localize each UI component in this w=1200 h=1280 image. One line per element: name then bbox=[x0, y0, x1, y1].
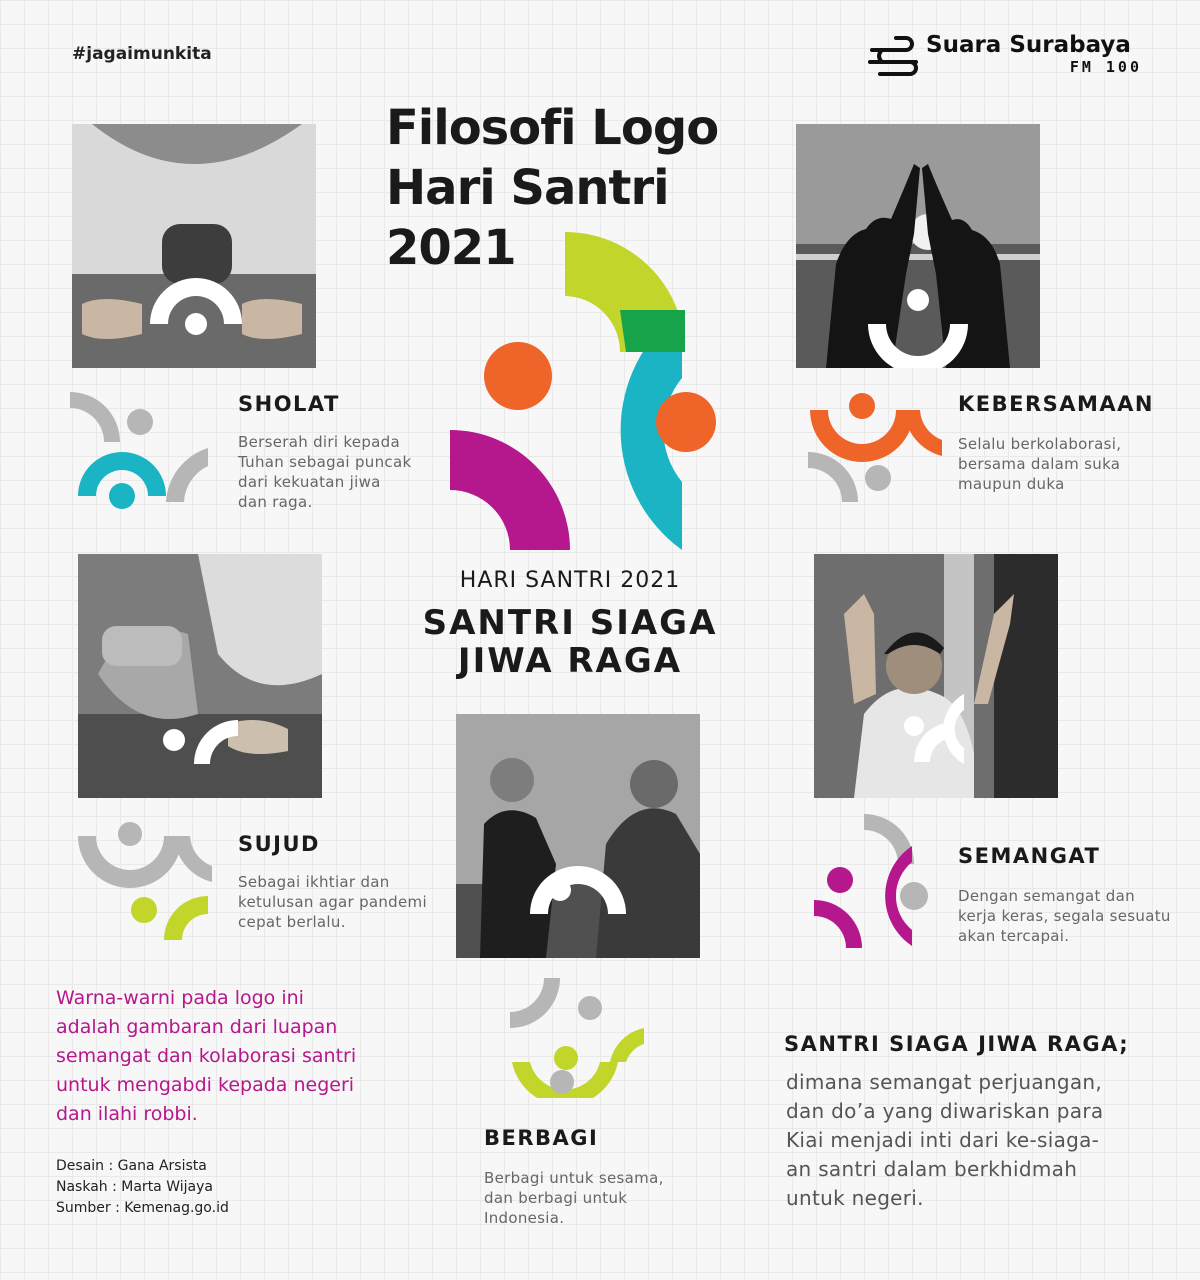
kebersamaan-logo-segment bbox=[808, 392, 948, 512]
hari-santri-main-logo bbox=[440, 220, 720, 560]
theme-line-1: SANTRI SIAGA bbox=[422, 603, 718, 643]
theme-line-2: JIWA RAGA bbox=[457, 641, 683, 681]
sholat-desc-line: Tuhan sebagai puncak bbox=[238, 453, 412, 471]
logo-green-overlap bbox=[620, 310, 685, 352]
quote-line: Warna-warni pada logo ini bbox=[56, 987, 304, 1009]
quote-line: semangat dan kolaborasi santri bbox=[56, 1045, 357, 1067]
sholat-desc-line: dari kekuatan jiwa bbox=[238, 473, 381, 491]
logo-orange-dot-left bbox=[484, 342, 552, 410]
sujud-title: SUJUD bbox=[238, 832, 320, 856]
photo-sujud bbox=[78, 554, 322, 798]
logo-magenta-arc bbox=[450, 430, 570, 550]
semangat-desc-line: kerja keras, segala sesuatu bbox=[958, 907, 1171, 925]
photo-kebersamaan bbox=[796, 124, 1040, 368]
tagline-desc-line: Kiai menjadi inti dari ke-siaga- bbox=[786, 1128, 1100, 1152]
tagline-desc bbox=[786, 1068, 1146, 1213]
sholat-desc-line: Berserah diri kepada bbox=[238, 433, 400, 451]
quote-line: untuk mengabdi kepada negeri bbox=[56, 1074, 355, 1096]
title-line-3: 2021 bbox=[386, 220, 516, 276]
kebersamaan-desc-line: maupun duka bbox=[958, 475, 1065, 493]
berbagi-desc-line: dan berbagi untuk bbox=[484, 1189, 628, 1207]
berbagi-desc-line: Berbagi untuk sesama, bbox=[484, 1169, 664, 1187]
brand-name: Suara Surabaya bbox=[926, 32, 1131, 58]
berbagi-logo-segment bbox=[510, 978, 650, 1098]
semangat-desc bbox=[958, 886, 1188, 946]
color-meaning-quote bbox=[56, 984, 416, 1129]
credit-source: Sumber : Kemenag.go.id bbox=[56, 1200, 229, 1216]
berbagi-desc bbox=[484, 1168, 704, 1228]
semangat-desc-line: akan tercapai. bbox=[958, 927, 1070, 945]
photo-sholat bbox=[72, 124, 316, 368]
berbagi-title: BERBAGI bbox=[484, 1126, 599, 1150]
sholat-desc bbox=[238, 432, 438, 512]
photo-berbagi bbox=[456, 714, 700, 958]
sujud-desc-line: cepat berlalu. bbox=[238, 913, 346, 931]
tagline-desc-line: untuk negeri. bbox=[786, 1186, 924, 1210]
quote-line: dan ilahi robbi. bbox=[56, 1103, 198, 1125]
suara-surabaya-icon bbox=[866, 34, 922, 78]
tagline-desc-line: dan do’a yang diwariskan para bbox=[786, 1099, 1104, 1123]
tagline-title: SANTRI SIAGA JIWA RAGA; bbox=[784, 1032, 1130, 1056]
credit-script: Naskah : Marta Wijaya bbox=[56, 1179, 213, 1195]
sholat-desc-line: dan raga. bbox=[238, 493, 313, 511]
kebersamaan-desc bbox=[958, 434, 1158, 494]
semangat-desc-line: Dengan semangat dan bbox=[958, 887, 1135, 905]
brand-sub: FM 100 bbox=[1069, 58, 1142, 76]
sujud-desc-line: ketulusan agar pandemi bbox=[238, 893, 427, 911]
sholat-title: SHOLAT bbox=[238, 392, 340, 416]
kebersamaan-desc-line: bersama dalam suka bbox=[958, 455, 1121, 473]
kebersamaan-desc-line: Selalu berkolaborasi, bbox=[958, 435, 1122, 453]
sujud-logo-segment bbox=[78, 822, 218, 942]
credit-design: Desain : Gana Arsista bbox=[56, 1158, 207, 1174]
sujud-desc bbox=[238, 872, 448, 932]
quote-line: adalah gambaran dari luapan bbox=[56, 1016, 338, 1038]
logo-orange-dot-right bbox=[656, 392, 716, 452]
brand-logo bbox=[866, 30, 1156, 80]
tagline-desc-line: an santri dalam berkhidmah bbox=[786, 1157, 1078, 1181]
sujud-desc-line: Sebagai ikhtiar dan bbox=[238, 873, 390, 891]
title-line-2: Hari Santri bbox=[386, 160, 669, 216]
title-line-1: Filosofi Logo bbox=[386, 100, 719, 156]
theme-subtitle: HARI SANTRI 2021 bbox=[459, 568, 681, 593]
semangat-title: SEMANGAT bbox=[958, 844, 1101, 868]
tagline-desc-line: dimana semangat perjuangan, bbox=[786, 1070, 1103, 1094]
kebersamaan-title: KEBERSAMAAN bbox=[958, 392, 1154, 416]
sholat-logo-segment bbox=[70, 392, 210, 512]
hashtag: #jagaimunkita bbox=[72, 44, 212, 64]
theme-title bbox=[380, 604, 760, 680]
credits bbox=[56, 1156, 229, 1219]
berbagi-desc-line: Indonesia. bbox=[484, 1209, 565, 1227]
photo-semangat bbox=[814, 554, 1058, 798]
semangat-logo-segment bbox=[812, 814, 952, 954]
